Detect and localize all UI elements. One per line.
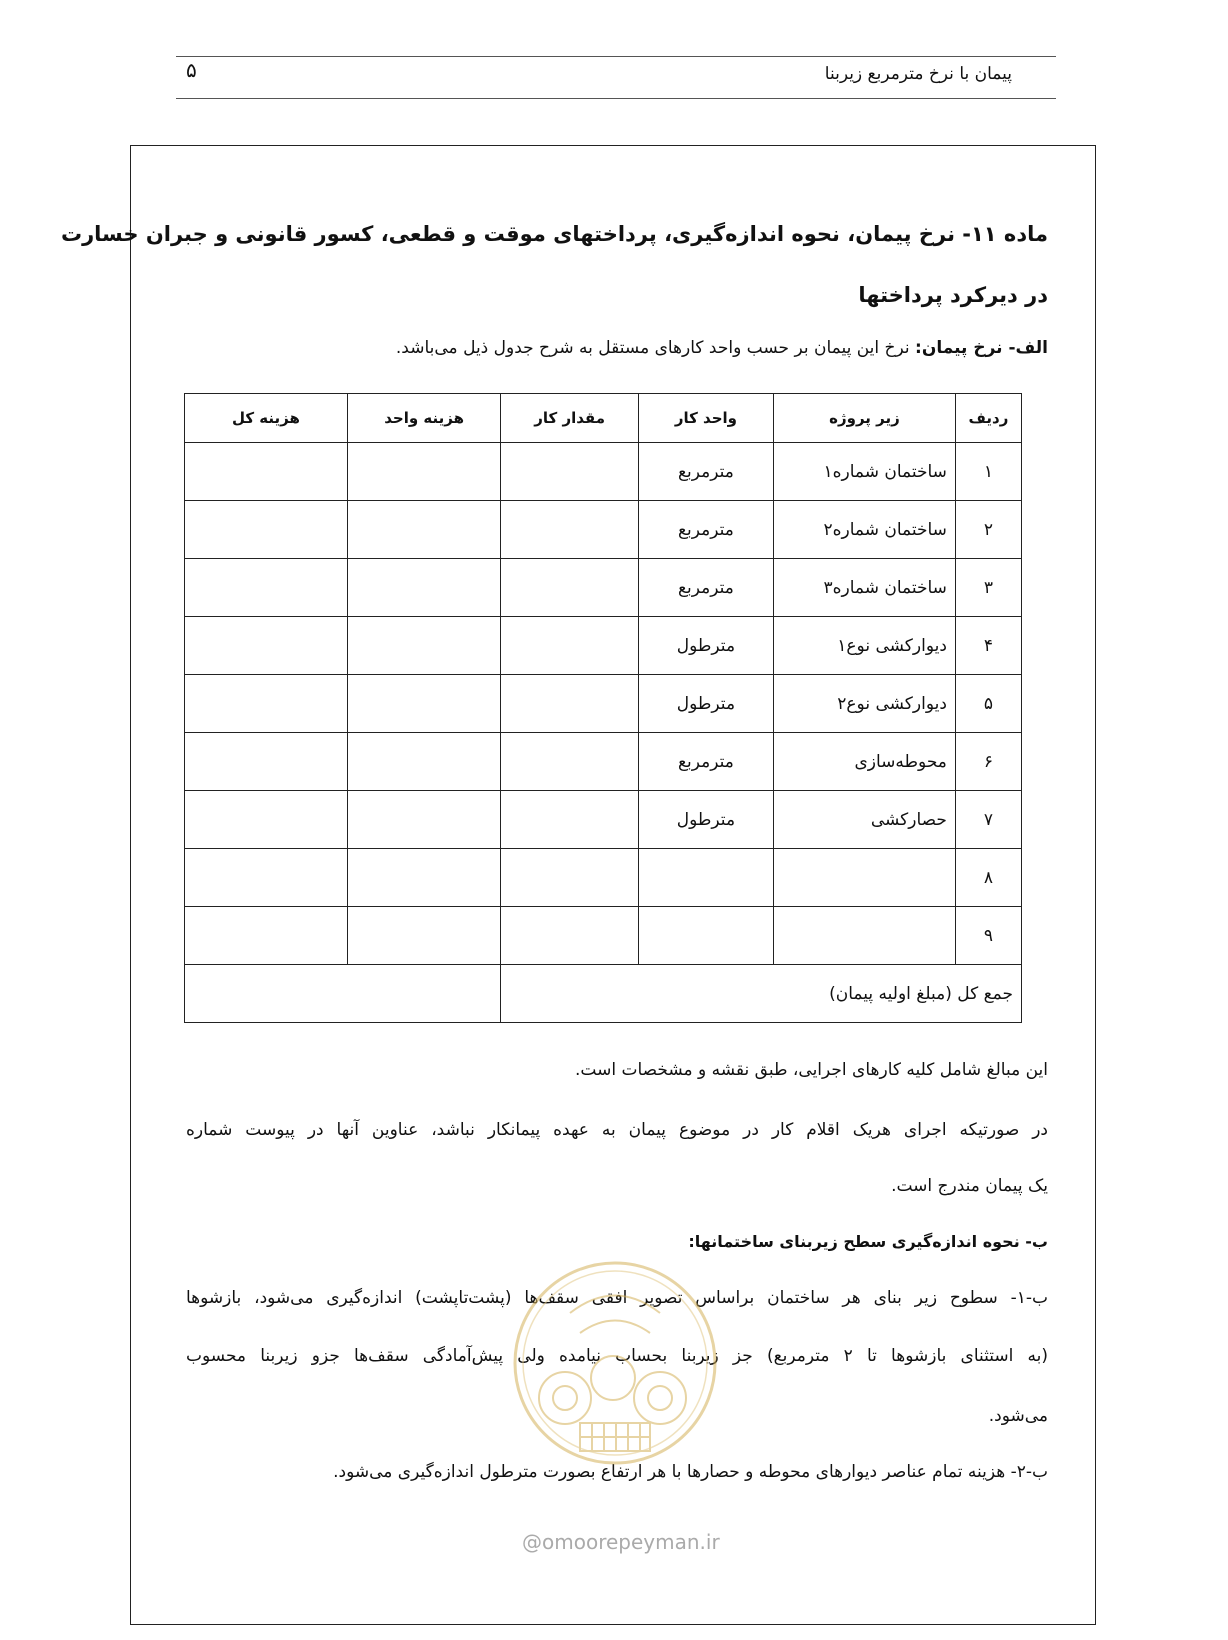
cell-work-quantity [501,501,638,559]
cell-work-quantity [501,907,638,965]
table-row [185,733,1022,791]
cell-unit-cost [347,501,501,559]
cell-work-quantity [501,617,638,675]
table-row [185,501,1022,559]
cell-sub-project [773,907,955,965]
paragraph-b1-line-2: (به استثنای بازشوها تا ۲ مترمربع) جز زیربنا بحساب نیامده ولی پیش‌آمادگی سقف‌ها جزو زیربنا محسوب [186,1346,1049,1366]
header-work-quantity: مقدار کار [501,394,638,443]
article-title-line-1: ماده ۱۱- نرخ پیمان، نحوه اندازه‌گیری، پرداختهای موقت و قطعی، کسور قانونی و جبران خسارت [60,222,1048,246]
watermark-text: @omoorepeyman.ir [522,1530,720,1554]
cell-row-number: ۶ [955,733,1021,791]
paragraph-exclusions-line-1: در صورتیکه اجرای هریک اقلام کار در موضوع پیمان به عهده پیمانکار نباشد، عناوین آنها در پیوست شماره [186,1120,1048,1140]
running-title: پیمان با نرخ مترمربع زیربنا [824,64,1012,84]
cell-sub-project [773,849,955,907]
paragraph-b1-line-3: می‌شود. [988,1406,1048,1426]
cell-unit-cost [347,733,501,791]
cell-unit-cost [347,559,501,617]
cell-row-number: ۹ [955,907,1021,965]
cell-work-unit: مترطول [638,791,773,849]
paragraph-exclusions-line-2: یک پیمان مندرج است. [891,1176,1048,1196]
table-total-row [185,965,1022,1023]
cell-work-quantity [501,849,638,907]
section-a-paragraph [186,338,1048,358]
paragraph-b2: ب-۲- هزینه تمام عناصر دیوارهای محوطه و حصارها با هر ارتفاع بصورت مترطول اندازه‌گیری می‌شود. [333,1462,1048,1482]
cell-row-number: ۳ [955,559,1021,617]
cell-row-number: ۲ [955,501,1021,559]
cell-work-unit [638,907,773,965]
cell-work-quantity [501,675,638,733]
cell-unit-cost [347,907,501,965]
header-sub-project: زیر پروژه [773,394,955,443]
cell-total-cost [185,617,348,675]
table-row [185,791,1022,849]
table-row [185,443,1022,501]
table-row [185,617,1022,675]
cell-sub-project: دیوارکشی نوع۱ [773,617,955,675]
paragraph-amounts: این مبالغ شامل کلیه کارهای اجرایی، طبق نقشه و مشخصات است. [575,1060,1048,1080]
cell-total-cost [185,733,348,791]
cell-work-quantity [501,733,638,791]
header-total-cost: هزینه کل [185,394,348,443]
cell-unit-cost [347,791,501,849]
cell-unit-cost [347,849,501,907]
table-row [185,675,1022,733]
total-label: جمع کل (مبلغ اولیه پیمان) [501,965,1022,1023]
cell-unit-cost [347,443,501,501]
cell-unit-cost [347,617,501,675]
section-b-title: ب- نحوه اندازه‌گیری سطح زیربنای ساختمانها: [688,1232,1048,1251]
table-row [185,559,1022,617]
cell-total-cost [185,559,348,617]
table-row [185,907,1022,965]
watermark-seal-icon [510,1258,720,1468]
cell-row-number: ۴ [955,617,1021,675]
cell-total-cost [185,675,348,733]
cell-sub-project: حصارکشی [773,791,955,849]
cell-sub-project: دیوارکشی نوع۲ [773,675,955,733]
cell-total-cost [185,907,348,965]
cell-work-unit [638,849,773,907]
cell-work-quantity [501,559,638,617]
section-a-text: نرخ این پیمان بر حسب واحد کارهای مستقل به شرح جدول ذیل می‌باشد. [395,338,916,358]
table-row [185,849,1022,907]
cell-total-cost [185,791,348,849]
cell-sub-project: ساختمان شماره۲ [773,501,955,559]
cell-total-cost [185,849,348,907]
header-work-unit: واحد کار [638,394,773,443]
cell-work-quantity [501,791,638,849]
cell-sub-project: محوطه‌سازی [773,733,955,791]
page-number: ۵ [186,58,197,82]
header-rule-bottom [176,98,1056,99]
cell-total-cost [185,443,348,501]
header-row-number: ردیف [955,394,1021,443]
cell-row-number: ۵ [955,675,1021,733]
cell-sub-project: ساختمان شماره۱ [773,443,955,501]
cell-row-number: ۸ [955,849,1021,907]
rates-table [184,393,1022,1023]
header-rule-top [176,56,1056,57]
section-a-label: الف- نرخ پیمان: [915,338,1048,358]
cell-work-unit: مترطول [638,675,773,733]
cell-total-cost [185,501,348,559]
table-header-row [185,394,1022,443]
header-unit-cost: هزینه واحد [347,394,501,443]
article-title-line-2: در دیرکرد پرداختها [858,283,1048,307]
total-value-cell [185,965,501,1023]
cell-work-unit: مترمربع [638,443,773,501]
cell-work-unit: مترمربع [638,559,773,617]
cell-row-number: ۷ [955,791,1021,849]
cell-work-quantity [501,443,638,501]
cell-work-unit: مترمربع [638,733,773,791]
cell-work-unit: مترطول [638,617,773,675]
cell-unit-cost [347,675,501,733]
paragraph-b1-line-1: ب-۱- سطوح زیر بنای هر ساختمان براساس تصویر افقی سقف‌ها (پشت‌تاپشت) اندازه‌گیری می‌شود، بازشوها [186,1288,1048,1308]
cell-work-unit: مترمربع [638,501,773,559]
cell-row-number: ۱ [955,443,1021,501]
cell-sub-project: ساختمان شماره۳ [773,559,955,617]
